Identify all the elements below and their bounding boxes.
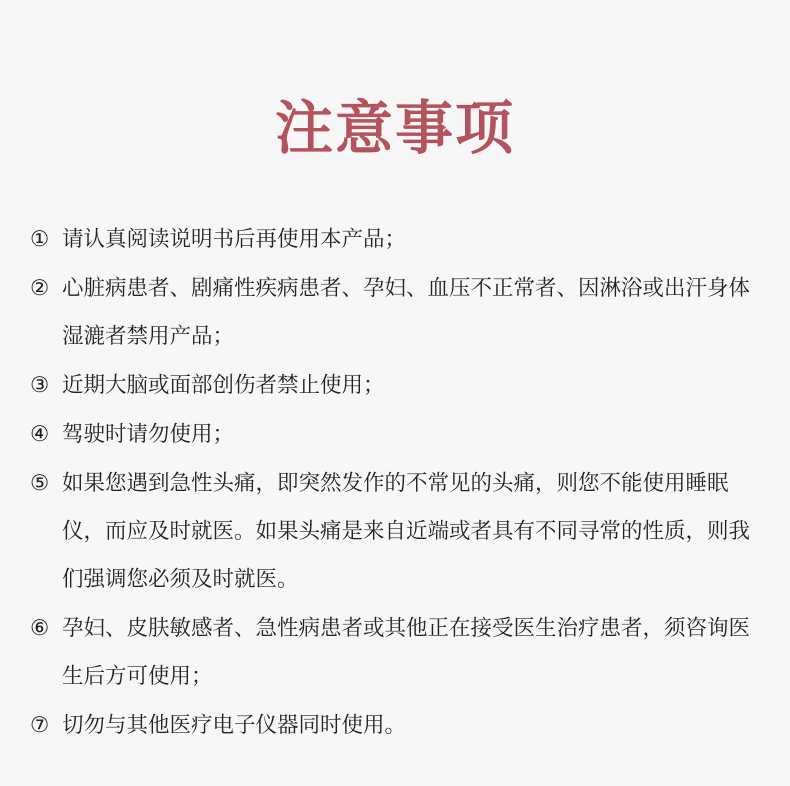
item-number: ⑦ [30, 713, 50, 738]
item-number: ④ [30, 422, 50, 447]
item-text: 切勿与其他医疗电子仪器同时使用。 [62, 713, 407, 738]
list-item [30, 411, 770, 459]
item-text: 请认真阅读说明书后再使用本产品； [62, 227, 407, 252]
item-number: ③ [30, 373, 50, 398]
list-item [30, 702, 770, 750]
list-item [30, 216, 770, 264]
list-item [30, 605, 770, 701]
item-text: 驾驶时请勿使用； [62, 422, 235, 447]
page-title: 注意事项 [274, 94, 515, 162]
item-number: ② [30, 276, 50, 301]
item-number: ⑤ [30, 471, 50, 496]
item-number: ⑥ [30, 616, 50, 641]
item-text: 近期大脑或面部创伤者禁止使用； [62, 373, 385, 398]
list-item [30, 460, 770, 604]
item-text: 孕妇、皮肤敏感者、急性病患者或其他正在接受医生治疗患者，须咨询医生后方可使用； [62, 616, 751, 689]
list-item [30, 265, 770, 361]
item-text: 如果您遇到急性头痛，即突然发作的不常见的头痛，则您不能使用睡眠仪，而应及时就医。如果头痛是来自近端或者具有不同寻常的性质，则我们强调您必须及时就医。 [62, 471, 751, 592]
item-number: ① [30, 227, 50, 252]
list-item [30, 362, 770, 410]
item-text: 心脏病患者、剧痛性疾病患者、孕妇、血压不正常者、因淋浴或出汗身体湿漉者禁用产品； [62, 276, 751, 349]
notes-list [30, 216, 770, 751]
